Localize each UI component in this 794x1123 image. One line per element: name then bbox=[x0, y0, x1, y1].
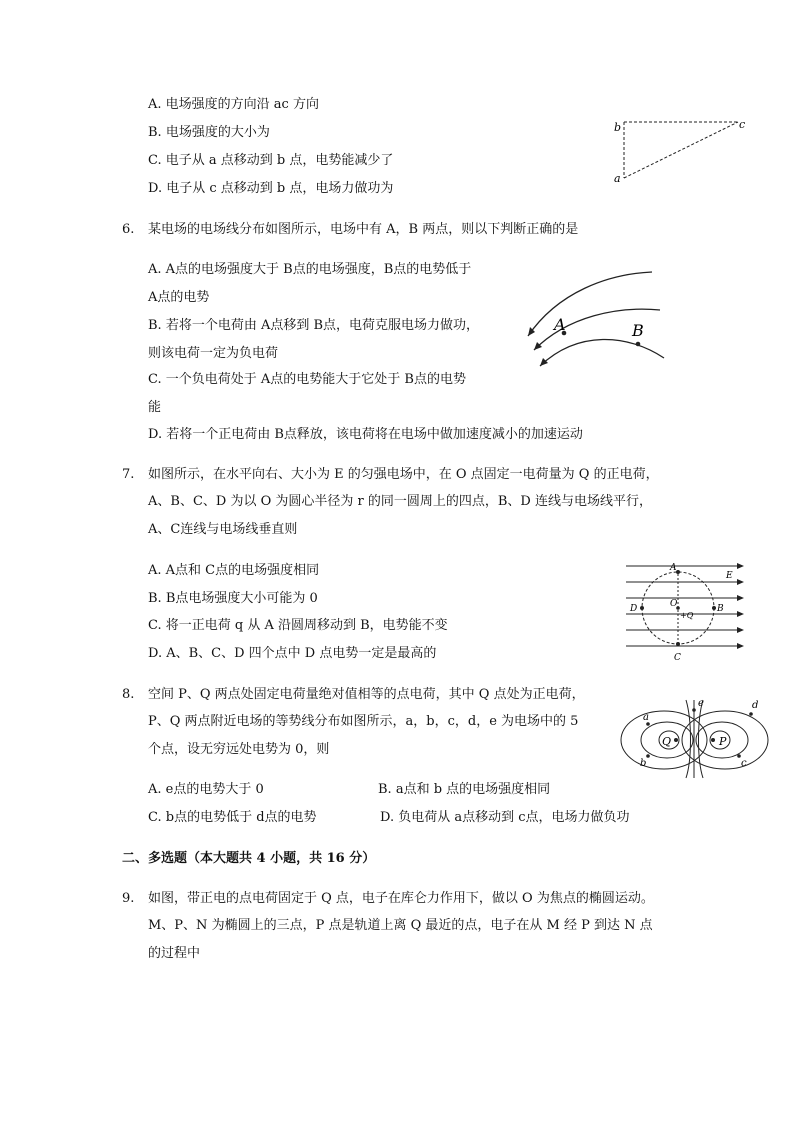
q5-label-c: c bbox=[739, 118, 746, 131]
q7-label-d: D bbox=[630, 604, 638, 614]
q7-label-e: E bbox=[726, 571, 733, 581]
q8-option-d: D. 负电荷从 a点移动到 c点，电场力做负功 bbox=[380, 810, 630, 825]
q6-option-c-1: C. 一个负电荷处于 A点的电势能大于它处于 B点的电势 bbox=[148, 372, 466, 387]
q7-label-q: +Q bbox=[680, 611, 694, 620]
q8-option-c: C. b点的电势低于 d点的电势 bbox=[148, 810, 317, 825]
q8-number: 8. bbox=[122, 687, 135, 702]
q7-stem-2: A、B、C、D 为以 O 为圆心半径为 r 的同一圆周上的四点，B、D 连线与电场线平行， bbox=[148, 494, 652, 509]
q6-field-lines-figure bbox=[518, 264, 668, 380]
q5-option-c: C. 电子从 a 点移动到 b 点，电势能减少了 bbox=[148, 153, 394, 168]
q8-label-p: P bbox=[719, 735, 727, 748]
q6-option-c-2: 能 bbox=[148, 400, 162, 415]
q7-option-b: B. B点电场强度大小可能为 0 bbox=[148, 591, 318, 606]
q8-stem-1: 空间 P、Q 两点处固定电荷量绝对值相等的点电荷，其中 Q 点处为正电荷， bbox=[148, 687, 585, 702]
section-title: 二、多选题 bbox=[122, 851, 188, 866]
q6-option-a-1: A. A点的电场强度大于 B点的电场强度，B点的电势低于 bbox=[148, 262, 472, 277]
q6-option-a-2: A点的电势 bbox=[148, 290, 210, 305]
q6-number: 6. bbox=[122, 222, 135, 237]
q8-stem-3: 个点，设无穷远处电势为 0，则 bbox=[148, 742, 330, 757]
q7-label-o: O bbox=[670, 599, 678, 609]
q8-label-c: c bbox=[741, 758, 747, 769]
q7-stem-3: A、C连线与电场线垂直则 bbox=[148, 522, 298, 537]
q6-option-b-2: 则该电荷一定为负电荷 bbox=[148, 346, 279, 361]
q7-stem-1: 如图所示，在水平向右、大小为 E 的匀强电场中，在 O 点固定一电荷量为 Q 的正电荷， bbox=[148, 467, 659, 482]
q7-field-circle-figure bbox=[622, 558, 750, 664]
q5-option-b: B. 电场强度的大小为 bbox=[148, 125, 270, 140]
q5-triangle-figure bbox=[610, 112, 750, 188]
q7-label-b: B bbox=[717, 604, 724, 614]
q8-option-a: A. e点的电势大于 0 bbox=[148, 782, 264, 797]
q8-stem-2: P、Q 两点附近电场的等势线分布如图所示，a，b，c，d，e 为电场中的 5 bbox=[148, 714, 579, 729]
q6-stem: 某电场的电场线分布如图所示，电场中有 A，B 两点，则以下判断正确的是 bbox=[148, 222, 579, 237]
q5-option-a: A. 电场强度的方向沿 ac 方向 bbox=[148, 97, 319, 112]
q8-label-q: Q bbox=[662, 735, 672, 748]
q8-label-b: b bbox=[640, 758, 647, 769]
q7-option-d: D. A、B、C、D 四个点中 D 点电势一定是最高的 bbox=[148, 646, 437, 661]
q9-stem-1: 如图，带正电的点电荷固定于 Q 点，电子在库仑力作用下，做以 O 为焦点的椭圆运动。 bbox=[148, 891, 654, 906]
q5-label-b: b bbox=[614, 121, 622, 134]
q6-option-b-1: B. 若将一个电荷由 A点移到 B点，电荷克服电场力做功， bbox=[148, 318, 480, 333]
q6-label-a: A bbox=[554, 315, 566, 334]
q8-label-d: d bbox=[752, 700, 759, 711]
q5-option-d: D. 电子从 c 点移动到 b 点，电场力做功为 bbox=[148, 181, 394, 196]
q5-label-a: a bbox=[614, 172, 621, 185]
q7-label-a: A bbox=[670, 563, 677, 573]
q8-label-a: a bbox=[643, 712, 649, 723]
q6-option-d: D. 若将一个正电荷由 B点释放，该电荷将在电场中做加速度减小的加速运动 bbox=[148, 427, 583, 442]
q7-option-a: A. A点和 C点的电场强度相同 bbox=[148, 563, 320, 578]
q7-label-c: C bbox=[674, 653, 681, 663]
q9-number: 9. bbox=[122, 891, 135, 906]
q9-stem-2: M、P、N 为椭圆上的三点，P 点是轨道上离 Q 最近的点，电子在从 M 经 P 到达 N 点 bbox=[148, 918, 653, 933]
q7-number: 7. bbox=[122, 467, 135, 482]
q8-equipotential-figure bbox=[614, 694, 772, 780]
section-note: （本大题共 4 小题，共 16 分） bbox=[187, 851, 376, 866]
q7-option-c: C. 将一正电荷 q 从 A 沿圆周移动到 B，电势能不变 bbox=[148, 618, 448, 633]
q8-label-e: e bbox=[698, 698, 704, 709]
q9-stem-3: 的过程中 bbox=[148, 946, 201, 961]
q6-label-b: B bbox=[632, 321, 644, 340]
section-heading bbox=[122, 850, 375, 868]
q8-option-b: B. a点和 b 点的电场强度相同 bbox=[378, 782, 551, 797]
